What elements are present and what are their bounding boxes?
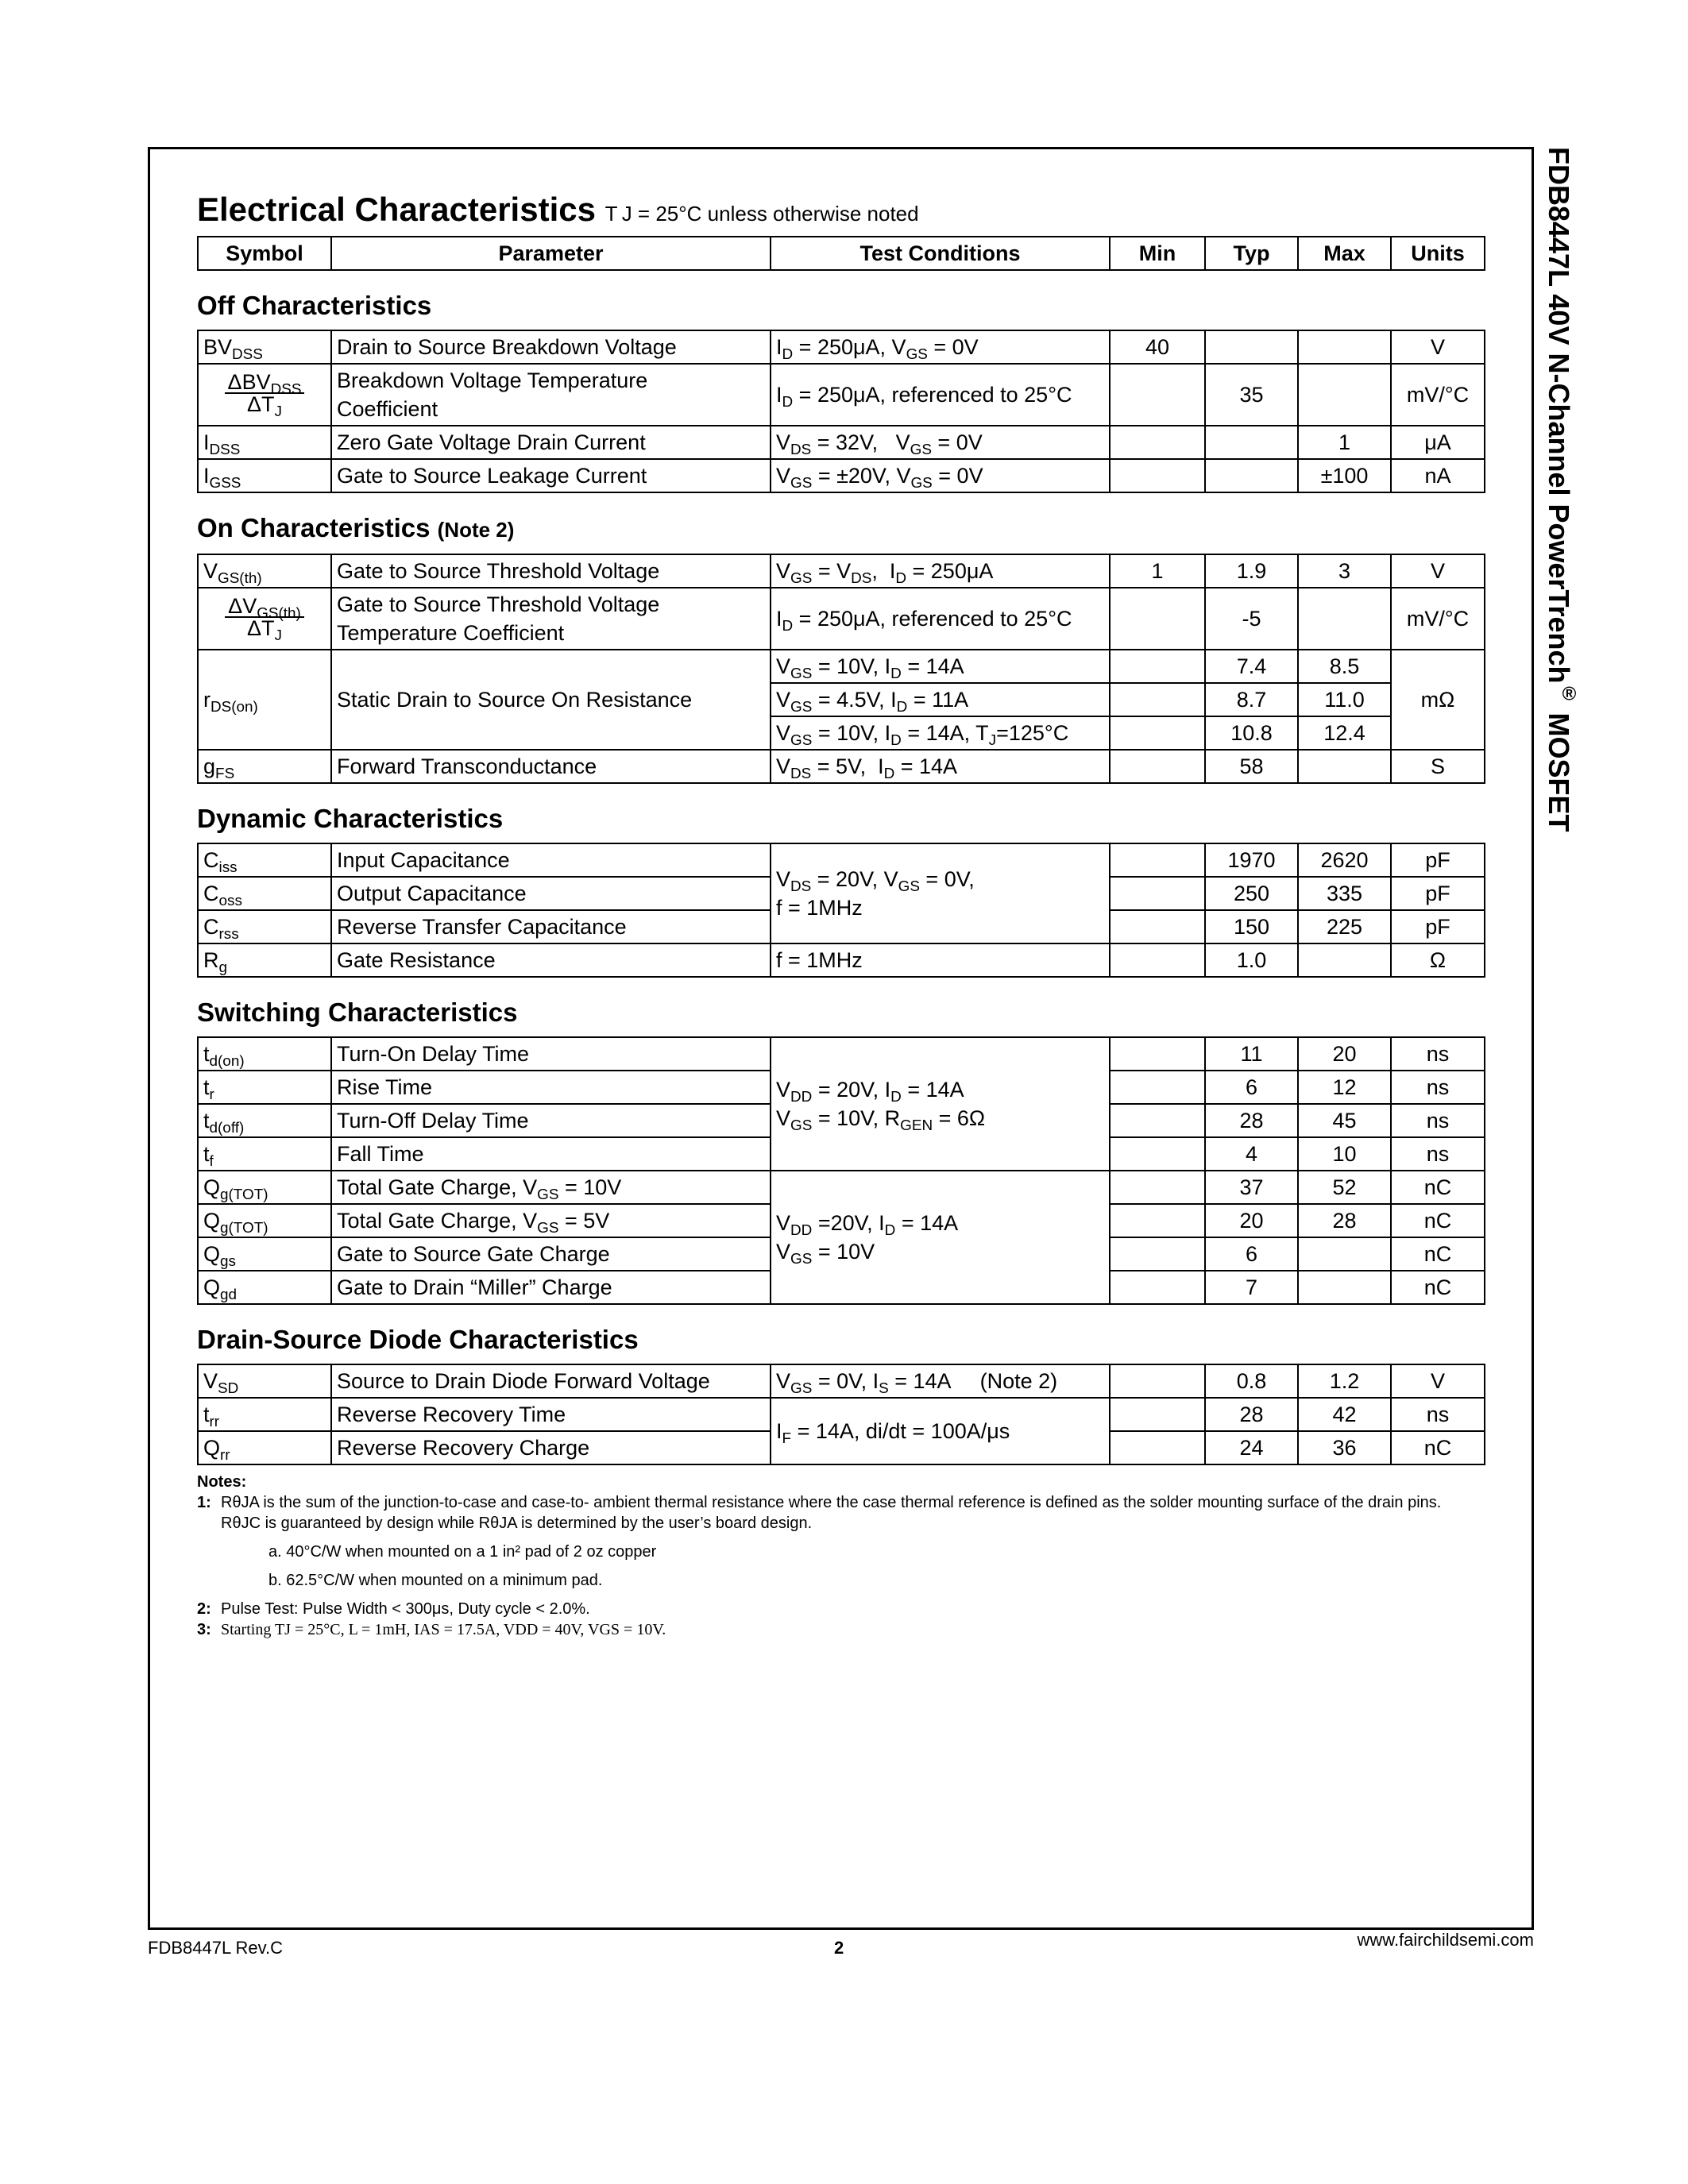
typ: 250 — [1205, 877, 1298, 910]
typ: 24 — [1205, 1431, 1298, 1464]
table-row — [198, 426, 1485, 459]
min — [1110, 364, 1205, 426]
footer-website-link[interactable]: www.fairchildsemi.com — [1357, 1930, 1534, 1950]
test-condition: f = 1MHz — [771, 943, 1110, 977]
min — [1110, 943, 1205, 977]
min — [1110, 750, 1205, 783]
note-2: 2: Pulse Test: Pulse Width < 300μs, Duty cycle < 2.0%. — [197, 1600, 590, 1618]
max: 12 — [1298, 1071, 1391, 1104]
test-condition: $V_{DD} =20V$, $I_D = 14A$ $V_{GS} = 10V$ — [771, 1171, 1110, 1304]
max: 1.2 — [1298, 1364, 1391, 1398]
col-typ: Typ — [1205, 237, 1298, 270]
symbol: $t_{d(off)}$ — [198, 1104, 331, 1137]
min — [1110, 877, 1205, 910]
section-off: Off Characteristics — [197, 291, 432, 320]
on-table — [197, 554, 1485, 784]
typ: 1.9 — [1205, 554, 1298, 588]
symbol: $I_{DSS}$ — [198, 426, 331, 459]
parameter: Zero Gate Voltage Drain Current — [331, 426, 771, 459]
footer-doc-id: FDB8447L Rev.C — [148, 1938, 283, 1958]
symbol: $C_{iss}$ — [198, 843, 331, 877]
max: 225 — [1298, 910, 1391, 943]
test-condition: $V_{DS} = 5V$, $I_D = 14A$ — [771, 750, 1110, 783]
symbol: $V_{GS(th)}$ — [198, 554, 331, 588]
symbol: $C_{oss}$ — [198, 877, 331, 910]
col-parameter: Parameter — [331, 237, 771, 270]
test-condition: $V_{DS} = 20V$, $V_{GS} = 0V$, f = 1MHz — [771, 843, 1110, 943]
max: 42 — [1298, 1398, 1391, 1431]
parameter: Input Capacitance — [331, 843, 771, 877]
typ: 35 — [1205, 364, 1298, 426]
notes — [197, 1472, 1484, 1640]
parameter: Gate to Source Leakage Current — [331, 459, 771, 492]
max: 28 — [1298, 1204, 1391, 1237]
test-condition: $V_{GS} = 10V$, $I_D = 14A$ — [771, 650, 1110, 683]
symbol: $R_g$ — [198, 943, 331, 977]
symbol: $t_{rr}$ — [198, 1398, 331, 1431]
symbol: $Q_{g(TOT)}$ — [198, 1171, 331, 1204]
units: ns — [1391, 1037, 1485, 1071]
units: ns — [1391, 1071, 1485, 1104]
table-row — [198, 1037, 1485, 1071]
min — [1110, 683, 1205, 716]
units: V — [1391, 554, 1485, 588]
test-condition: $V_{GS} = \pm 20V$, $V_{GS} = 0V$ — [771, 459, 1110, 492]
units: pF — [1391, 910, 1485, 943]
parameter: Gate Resistance — [331, 943, 771, 977]
table-row — [198, 843, 1485, 877]
test-condition: $V_{DD} = 20V$, $I_D = 14A$ $V_{GS} = 10V$, $R_{GEN} = 6\Omega$ — [771, 1037, 1110, 1171]
typ: 1.0 — [1205, 943, 1298, 977]
units: ns — [1391, 1398, 1485, 1431]
min — [1110, 843, 1205, 877]
symbol: $Q_{rr}$ — [198, 1431, 331, 1464]
typ — [1205, 426, 1298, 459]
parameter: Gate to Source Gate Charge — [331, 1237, 771, 1271]
units: ns — [1391, 1137, 1485, 1171]
min: 1 — [1110, 554, 1205, 588]
parameter: Gate to Source Threshold Voltage — [331, 554, 771, 588]
symbol: $Q_{gd}$ — [198, 1271, 331, 1304]
page-title: Electrical Characteristics T J = 25°C unless otherwise noted — [197, 191, 919, 228]
table-row — [198, 750, 1485, 783]
max: 12.4 — [1298, 716, 1391, 750]
min — [1110, 426, 1205, 459]
symbol: $\frac{\Delta BV_{DSS}}{\Delta T_J}$ — [198, 364, 331, 426]
typ: 1970 — [1205, 843, 1298, 877]
typ: 4 — [1205, 1137, 1298, 1171]
max — [1298, 588, 1391, 650]
table-row — [198, 1398, 1485, 1431]
parameter: Rise Time — [331, 1071, 771, 1104]
typ: 10.8 — [1205, 716, 1298, 750]
units: nC — [1391, 1204, 1485, 1237]
units: V — [1391, 330, 1485, 364]
parameter: Fall Time — [331, 1137, 771, 1171]
min — [1110, 1398, 1205, 1431]
max: 11.0 — [1298, 683, 1391, 716]
symbol: $r_{DS(on)}$ — [198, 650, 331, 750]
table-row — [198, 650, 1485, 683]
units: nC — [1391, 1171, 1485, 1204]
max — [1298, 750, 1391, 783]
min — [1110, 1237, 1205, 1271]
max: 2620 — [1298, 843, 1391, 877]
test-condition: $I_D = 250\mu A$, referenced to 25°C — [771, 588, 1110, 650]
symbol: $Q_{g(TOT)}$ — [198, 1204, 331, 1237]
table-row — [198, 1171, 1485, 1204]
symbol: $C_{rss}$ — [198, 910, 331, 943]
symbol: $Q_{gs}$ — [198, 1237, 331, 1271]
max — [1298, 943, 1391, 977]
min — [1110, 588, 1205, 650]
content — [197, 187, 1484, 1640]
note-3: 3: Starting TJ = 25°C, L = 1mH, IAS = 17.5A, VDD = 40V, VGS = 10V. — [197, 1621, 666, 1638]
units: nA — [1391, 459, 1485, 492]
symbol: $V_{SD}$ — [198, 1364, 331, 1398]
parameter: Gate to Source Threshold Voltage Temperature Coefficient — [331, 588, 771, 650]
test-condition: $I_D = 250\mu A$, referenced to 25°C — [771, 364, 1110, 426]
parameter: Turn-Off Delay Time — [331, 1104, 771, 1137]
parameter: Source to Drain Diode Forward Voltage — [331, 1364, 771, 1398]
diode-table — [197, 1364, 1485, 1465]
min — [1110, 1364, 1205, 1398]
typ: 28 — [1205, 1104, 1298, 1137]
off-table — [197, 330, 1485, 493]
min — [1110, 1431, 1205, 1464]
parameter: Reverse Transfer Capacitance — [331, 910, 771, 943]
max — [1298, 364, 1391, 426]
typ: 11 — [1205, 1037, 1298, 1071]
parameter: Total Gate Charge, $V_{GS} = 10V$ — [331, 1171, 771, 1204]
max — [1298, 1271, 1391, 1304]
test-condition: $I_F = 14A$, di/dt = 100A/μs — [771, 1398, 1110, 1464]
test-condition: $V_{GS} = 4.5V$, $I_D = 11A$ — [771, 683, 1110, 716]
min — [1110, 650, 1205, 683]
max: 8.5 — [1298, 650, 1391, 683]
max: 45 — [1298, 1104, 1391, 1137]
max: 10 — [1298, 1137, 1391, 1171]
test-condition: $V_{GS} = 10V$, $I_D = 14A$, $T_J=125^\circ C$ — [771, 716, 1110, 750]
section-switching: Switching Characteristics — [197, 997, 518, 1027]
header-row — [198, 237, 1485, 270]
symbol: $\frac{\Delta V_{GS(th)}}{\Delta T_J}$ — [198, 588, 331, 650]
max: 335 — [1298, 877, 1391, 910]
units: pF — [1391, 877, 1485, 910]
parameter: Drain to Source Breakdown Voltage — [331, 330, 771, 364]
typ: 7.4 — [1205, 650, 1298, 683]
symbol: $t_{d(on)}$ — [198, 1037, 331, 1071]
symbol: $BV_{DSS}$ — [198, 330, 331, 364]
note-1: 1: RθJA is the sum of the junction-to-case and case-to- ambient thermal resistance where the case thermal reference is defined as the solder mounting surface of the drain pins. RθJC is guaranteed by design while RθJA is determined by the user’s board design. a. 40°C/W when mounted on a 1 in² pad of 2 oz copper b. 62.5°C/W when mounted on a minimum pad. — [197, 1494, 1442, 1589]
units: mV/°C — [1391, 588, 1485, 650]
notes-heading: Notes: — [197, 1473, 247, 1491]
table-row — [198, 1364, 1485, 1398]
typ: 0.8 — [1205, 1364, 1298, 1398]
section-dynamic: Dynamic Characteristics — [197, 804, 504, 833]
min — [1110, 910, 1205, 943]
max: 20 — [1298, 1037, 1391, 1071]
typ: 7 — [1205, 1271, 1298, 1304]
units: mV/°C — [1391, 364, 1485, 426]
min — [1110, 1171, 1205, 1204]
parameter: Gate to Drain “Miller” Charge — [331, 1271, 771, 1304]
min — [1110, 1204, 1205, 1237]
units: nC — [1391, 1271, 1485, 1304]
max: 3 — [1298, 554, 1391, 588]
parameter: Reverse Recovery Charge — [331, 1431, 771, 1464]
test-condition: $V_{GS} = V_{DS}$, $I_D = 250\mu A$ — [771, 554, 1110, 588]
symbol: $t_f$ — [198, 1137, 331, 1171]
typ: 6 — [1205, 1071, 1298, 1104]
max — [1298, 1237, 1391, 1271]
parameter: Output Capacitance — [331, 877, 771, 910]
max: ±100 — [1298, 459, 1391, 492]
typ — [1205, 459, 1298, 492]
col-units: Units — [1391, 237, 1485, 270]
units: V — [1391, 1364, 1485, 1398]
table-row — [198, 364, 1485, 426]
typ: 150 — [1205, 910, 1298, 943]
min — [1110, 1271, 1205, 1304]
section-diode: Drain-Source Diode Characteristics — [197, 1325, 639, 1354]
table-row — [198, 459, 1485, 492]
symbol: $t_r$ — [198, 1071, 331, 1104]
units: Ω — [1391, 943, 1485, 977]
units: nC — [1391, 1237, 1485, 1271]
typ — [1205, 330, 1298, 364]
parameter: Reverse Recovery Time — [331, 1398, 771, 1431]
units: ns — [1391, 1104, 1485, 1137]
symbol: $I_{GSS}$ — [198, 459, 331, 492]
switching-table — [197, 1036, 1485, 1305]
units: μA — [1391, 426, 1485, 459]
col-test-conditions: Test Conditions — [771, 237, 1110, 270]
min — [1110, 716, 1205, 750]
parameter: Forward Transconductance — [331, 750, 771, 783]
units: pF — [1391, 843, 1485, 877]
parameter: Static Drain to Source On Resistance — [331, 650, 771, 750]
min — [1110, 1137, 1205, 1171]
col-symbol: Symbol — [198, 237, 331, 270]
min: 40 — [1110, 330, 1205, 364]
typ: -5 — [1205, 588, 1298, 650]
typ: 58 — [1205, 750, 1298, 783]
parameter: Breakdown Voltage Temperature Coefficient — [331, 364, 771, 426]
units: mΩ — [1391, 650, 1485, 750]
test-condition: $I_D = 250\mu A$, $V_{GS} = 0V$ — [771, 330, 1110, 364]
table-row — [198, 588, 1485, 650]
min — [1110, 1071, 1205, 1104]
symbol: $g_{FS}$ — [198, 750, 331, 783]
typ: 8.7 — [1205, 683, 1298, 716]
table-row — [198, 554, 1485, 588]
page-subtitle: T J = 25°C unless otherwise noted — [605, 202, 919, 226]
header-table — [197, 236, 1485, 271]
min — [1110, 1037, 1205, 1071]
page-number: 2 — [834, 1938, 844, 1958]
table-row — [198, 943, 1485, 977]
units: nC — [1391, 1431, 1485, 1464]
max: 52 — [1298, 1171, 1391, 1204]
col-max: Max — [1298, 237, 1391, 270]
test-condition: $V_{DS} = 32V$, $V_{GS} = 0V$ — [771, 426, 1110, 459]
col-min: Min — [1110, 237, 1205, 270]
max: 36 — [1298, 1431, 1391, 1464]
min — [1110, 1104, 1205, 1137]
typ: 20 — [1205, 1204, 1298, 1237]
section-on: On Characteristics (Note 2) — [197, 513, 515, 542]
side-title: FDB8447L 40V N-Channel PowerTrench® MOSFET — [1543, 147, 1580, 832]
max: 1 — [1298, 426, 1391, 459]
table-row — [198, 330, 1485, 364]
dynamic-table — [197, 843, 1485, 978]
parameter: Turn-On Delay Time — [331, 1037, 771, 1071]
min — [1110, 459, 1205, 492]
units: S — [1391, 750, 1485, 783]
max — [1298, 330, 1391, 364]
parameter: Total Gate Charge, $V_{GS} = 5V$ — [331, 1204, 771, 1237]
typ: 6 — [1205, 1237, 1298, 1271]
typ: 37 — [1205, 1171, 1298, 1204]
test-condition: $V_{GS} = 0V$, $I_S = 14A$ (Note 2) — [771, 1364, 1110, 1398]
typ: 28 — [1205, 1398, 1298, 1431]
